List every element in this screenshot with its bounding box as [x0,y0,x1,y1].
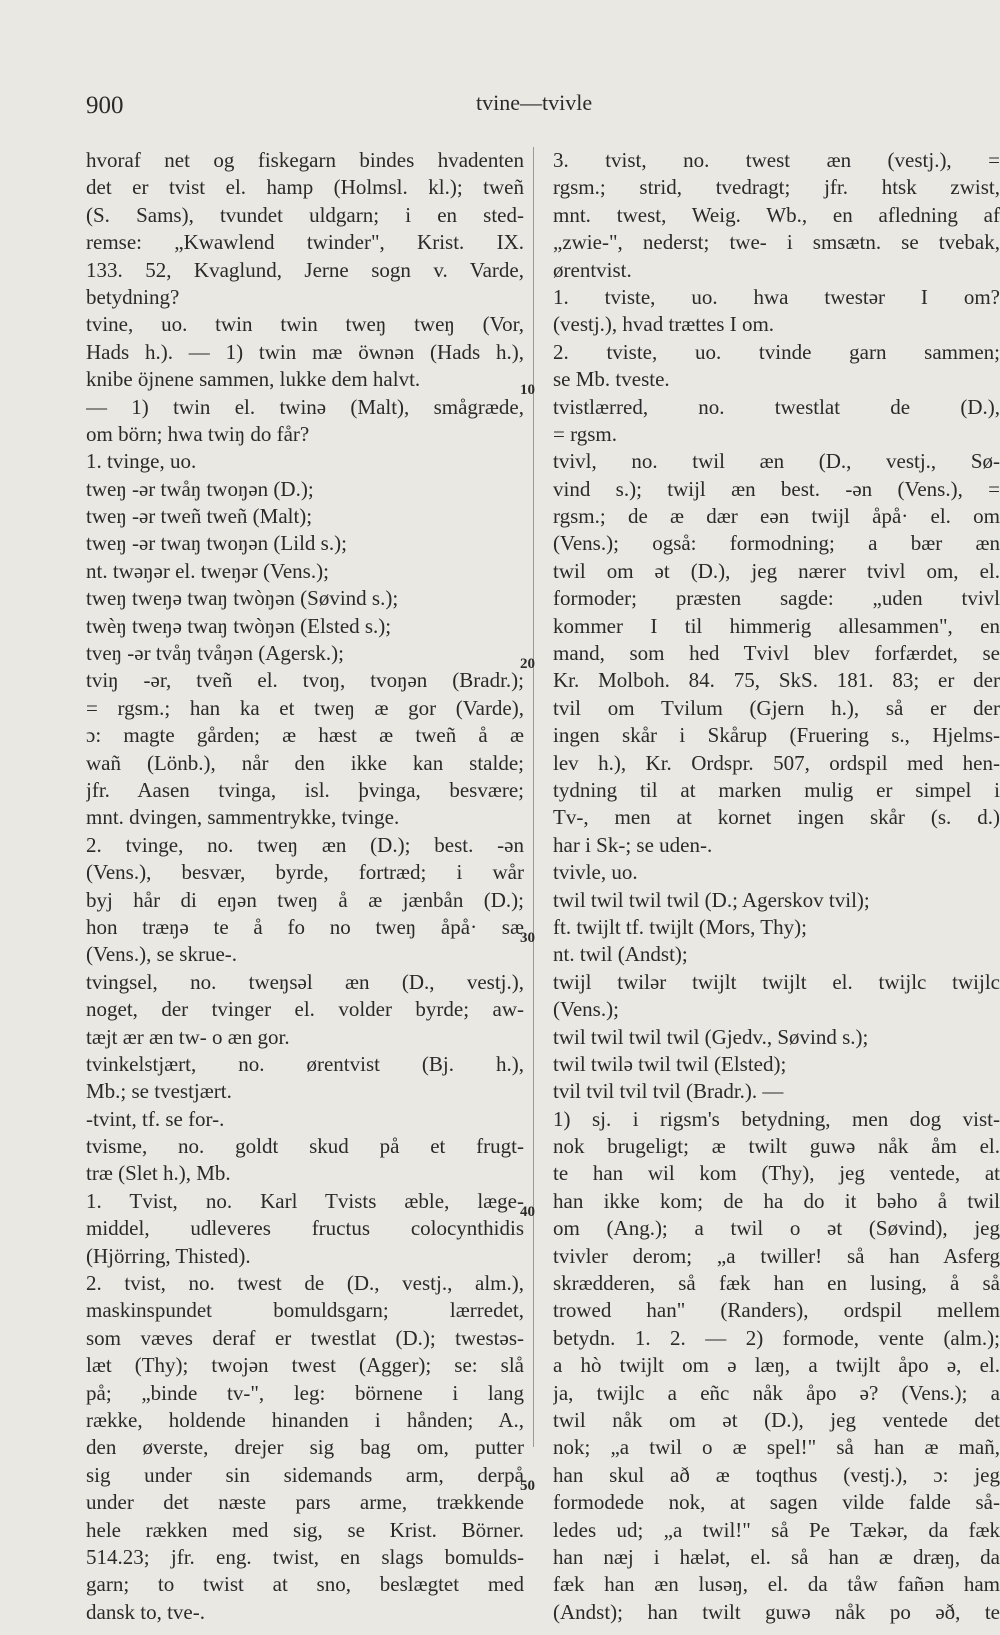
text-line: formodede nok, at sagen vilde falde så- [553,1490,1000,1515]
text-line: under det næste pars arme, trækkende [86,1490,524,1515]
text-line: garn; to twist at sno, beslægtet med [86,1572,524,1597]
text-line: trowed han" (Randers), ordspil mellem [553,1298,1000,1323]
text-line: han næj i hælət, el. så han æ dræŋ, da [553,1544,1000,1569]
text-line: (Vens.), se skrue-. [86,942,238,967]
text-line: a hò twijlt om ə læŋ, a twijlt åpo ə, el. [553,1353,1000,1378]
text-line: tvivl, no. twil æn (D., vestj., Sø- [553,449,1000,474]
text-line: 1. tviste, uo. hwa twestər I om? [553,284,1000,309]
text-line: twil twil twil twil (Gjedv., Søvind s.); [553,1024,869,1049]
text-line: (S. Sams), tvundet uldgarn; i en sted- [86,202,524,227]
page-number: 900 [86,92,124,119]
text-line: 1. Tvist, no. Karl Tvists æble, læge- [86,1188,524,1213]
text-line: hvoraf net og fiskegarn bindes hvadenten [86,148,524,172]
text-line: formoder; præsten sagde: „uden tvivl [553,586,1000,611]
text-line: tveŋ -ər tvåŋ tvåŋən (Agersk.); [86,641,344,666]
text-line: -tvint, tf. se for-. [86,1106,225,1131]
text-line: på; „binde tv-", leg: börnene i lang [86,1380,524,1405]
text-line: twil twilə twil twil (Elsted); [553,1051,787,1076]
text-line: = rgsm.; han ka et tweŋ æ gor (Varde), [86,695,524,720]
text-line: 2. tvinge, no. tweŋ æn (D.); best. -ən [86,832,524,857]
text-line: remse: „Kwawlend twinder", Krist. IX. [86,230,524,255]
text-line: Tv-, men at kornet ingen skår (s. d.) [553,805,1000,830]
text-line: mand, som hed Tvivl blev forfærdet, se [553,641,1000,666]
text-line: han skul að æ toqthus (vestj.), ɔ: jeg [553,1462,1000,1487]
text-line: om börn; hwa twiŋ do får? [86,421,310,446]
text-line: 514.23; jfr. eng. twist, en slags bomulds- [86,1544,524,1569]
text-line: betydning? [86,284,180,309]
text-line: tydning til at marken mulig er simpel i [553,777,1000,802]
text-line: te han wil kom (Thy), jeg ventede, at [553,1161,1000,1186]
text-line: 2. tvist, no. twest de (D., vestj., alm.), [86,1271,524,1296]
text-line: 2. tviste, uo. tvinde garn sammen; [553,339,1000,364]
text-line: tvisme, no. goldt skud på et frugt- [86,1134,524,1159]
page-header [86,86,936,126]
text-line: maskinspundet bomuldsgarn; lærredet, [86,1298,524,1323]
text-line: wañ (Lönb.), når den ikke kan stalde; [86,750,524,775]
text-line: „zwie-", nederst; twe- i smsætn. se tvebak, [553,230,1000,255]
text-line: han ikke kom; de ha do it bəho å twil [553,1188,1000,1213]
line-number: 40 [520,1204,535,1220]
text-line: se Mb. tveste. [553,367,670,392]
text-line: tvinkelstjært, no. ørentvist (Bj. h.), [86,1051,524,1076]
text-line: byj hår di eŋən tweŋ å æ jænbån (D.); [86,887,524,912]
text-line: ft. twijlt tf. twijlt (Mors, Thy); [553,914,807,939]
line-number: 30 [520,930,535,946]
text-line: twil nåk om ət (D.), jeg ventede det [553,1407,1000,1432]
text-line: twil twil twil twil (D.; Agerskov tvil); [553,887,870,912]
text-line: nt. twəŋər el. tweŋər (Vens.); [86,558,329,583]
text-line: tweŋ -ər twåŋ twoŋən (D.); [86,476,314,501]
text-line: ja, twijlc a eñc nåk åpo ə? (Vens.); a [553,1380,1000,1405]
text-line: (Vens.), besvær, byrde, fortræd; i wår [86,860,524,885]
text-line: ledes ud; „a twil!" så Pe Tækər, da fæk [553,1517,1000,1542]
text-line: har i Sk-; se uden-. [553,832,713,857]
text-line: række, holdende hinanden i hånden; A., [86,1407,524,1432]
text-line: — 1) twin el. twinə (Malt), smågræde, [86,394,524,419]
text-line: læt (Thy); twojən twest (Agger); se: slå [86,1353,524,1378]
text-line: tvine, uo. twin twin tweŋ tweŋ (Vor, [86,312,524,337]
text-line: jfr. Aasen tvinga, isl. þvinga, besvære; [86,777,524,802]
text-line: twèŋ tweŋə twaŋ twòŋən (Elsted s.); [86,613,392,638]
text-line: noget, der tvinger el. volder byrde; aw- [86,997,524,1022]
text-line: tweŋ tweŋə twaŋ twòŋən (Søvind s.); [86,586,399,611]
text-line: tvil tvil tvil tvil (Bradr.). — [553,1079,784,1104]
text-line: tvingsel, no. tweŋsəl æn (D., vestj.), [86,969,524,994]
text-line: mnt. twest, Weig. Wb., en afledning af [553,202,1000,227]
text-line: tæjt ær æn tw- o æn gor. [86,1024,290,1049]
text-line: fæk han æn lusəŋ, el. da tåw fañən ham [553,1572,1000,1597]
text-line: nt. twil (Andst); [553,942,688,967]
text-line: tviŋ -ər, tveñ el. tvoŋ, tvoŋən (Bradr.); [86,668,524,693]
text-line: nok; „a twil o æ spel!" så han æ mañ, [553,1435,1000,1460]
line-number: 20 [520,656,535,672]
text-line: twil om ət (D.), jeg nærer tvivl om, el. [553,558,1000,583]
column-divider [533,147,534,1447]
text-line: træ (Slet h.), Mb. [86,1161,231,1186]
text-line: ingen skår i Skårup (Fruering s., Hjelms- [553,723,1000,748]
text-line: (Hjörring, Thisted). [86,1243,251,1268]
text-line: skrædderen, så fæk han en lusing, å så [553,1271,1000,1296]
text-line: tweŋ -ər twaŋ twoŋən (Lild s.); [86,531,347,556]
text-line: 1. tvinge, uo. [86,449,197,474]
text-line: Kr. Molboh. 84. 75, SkS. 181. 83; er der [553,668,1000,693]
line-number: 50 [520,1478,535,1494]
line-number: 10 [520,382,535,398]
text-line: mnt. dvingen, sammentrykke, tvinge. [86,805,400,830]
text-line: Hads h.). — 1) twin mæ öwnən (Hads h.), [86,339,524,364]
text-line: rgsm.; de æ dær eən twijl åpå· el. om [553,504,1000,529]
text-line: 3. tvist, no. twest æn (vestj.), = [553,148,1000,172]
text-line: tvistlærred, no. twestlat de (D.), [553,394,1000,419]
text-line: tvivle, uo. [553,860,638,885]
text-line: vind s.); twijl æn best. -ən (Vens.), = [553,476,1000,501]
text-line: nok brugeligt; æ twilt guwə nåk åm el. [553,1134,1000,1159]
right-column [553,147,1000,1626]
text-line: tvil om Tvilum (Gjern h.), så er der [553,695,1000,720]
text-line: tweŋ -ər tweñ tweñ (Malt); [86,504,313,529]
text-line: (Vens.); [553,997,619,1022]
text-line: betydn. 1. 2. — 2) formode, vente (alm.); [553,1325,1000,1350]
text-line: lev h.), Kr. Ordspr. 507, ordspil med hen- [553,750,1000,775]
text-line: sig under sin sidemands arm, derpå [86,1462,524,1487]
text-line: hele rækken med sig, se Krist. Börner. [86,1517,524,1542]
running-title: tvine—tvivle [476,90,593,115]
text-line: (vestj.), hvad trættes I om. [553,312,775,337]
text-line: 1) sj. i rigsm's betydning, men dog vist- [553,1106,1000,1131]
text-line: tvivler derom; „a twiller! så han Asferg [553,1243,1000,1268]
text-line: rgsm.; strid, tvedragt; jfr. htsk zwist, [553,175,1000,200]
text-line: knibe öjnene sammen, lukke dem halvt. [86,367,421,392]
text-line: (Vens.); også: formodning; a bær æn [553,531,1000,556]
text-line: dansk to, tve-. [86,1599,205,1624]
text-line: ørentvist. [553,257,632,282]
text-line: ɔ: magte gården; æ hæst æ tweñ å æ [86,723,524,748]
text-line: kommer I til himmerig allesammen", en [553,613,1000,638]
text-line: den øverste, drejer sig bag om, putter [86,1435,524,1460]
text-line: twijl twilər twijlt twijlt el. twijlc twijlc [553,969,1000,994]
text-line: middel, udleveres fructus colocynthidis [86,1216,524,1241]
text-line: 133. 52, Kvaglund, Jerne sogn v. Varde, [86,257,524,282]
text-line: som væves deraf er twestlat (D.); twestəs- [86,1325,524,1350]
text-line: Mb.; se tvestjært. [86,1079,232,1104]
text-line: hon træŋə te å fo no tweŋ åpå· sæ [86,914,524,939]
text-line: (Andst); han twilt guwə nåk po əð, te [553,1599,1000,1624]
text-line: om (Ang.); a twil o ət (Søvind), jeg [553,1216,1000,1241]
text-line: det er tvist el. hamp (Holmsl. kl.); tweñ [86,175,524,200]
text-line: = rgsm. [553,421,617,446]
left-column [86,147,524,1626]
